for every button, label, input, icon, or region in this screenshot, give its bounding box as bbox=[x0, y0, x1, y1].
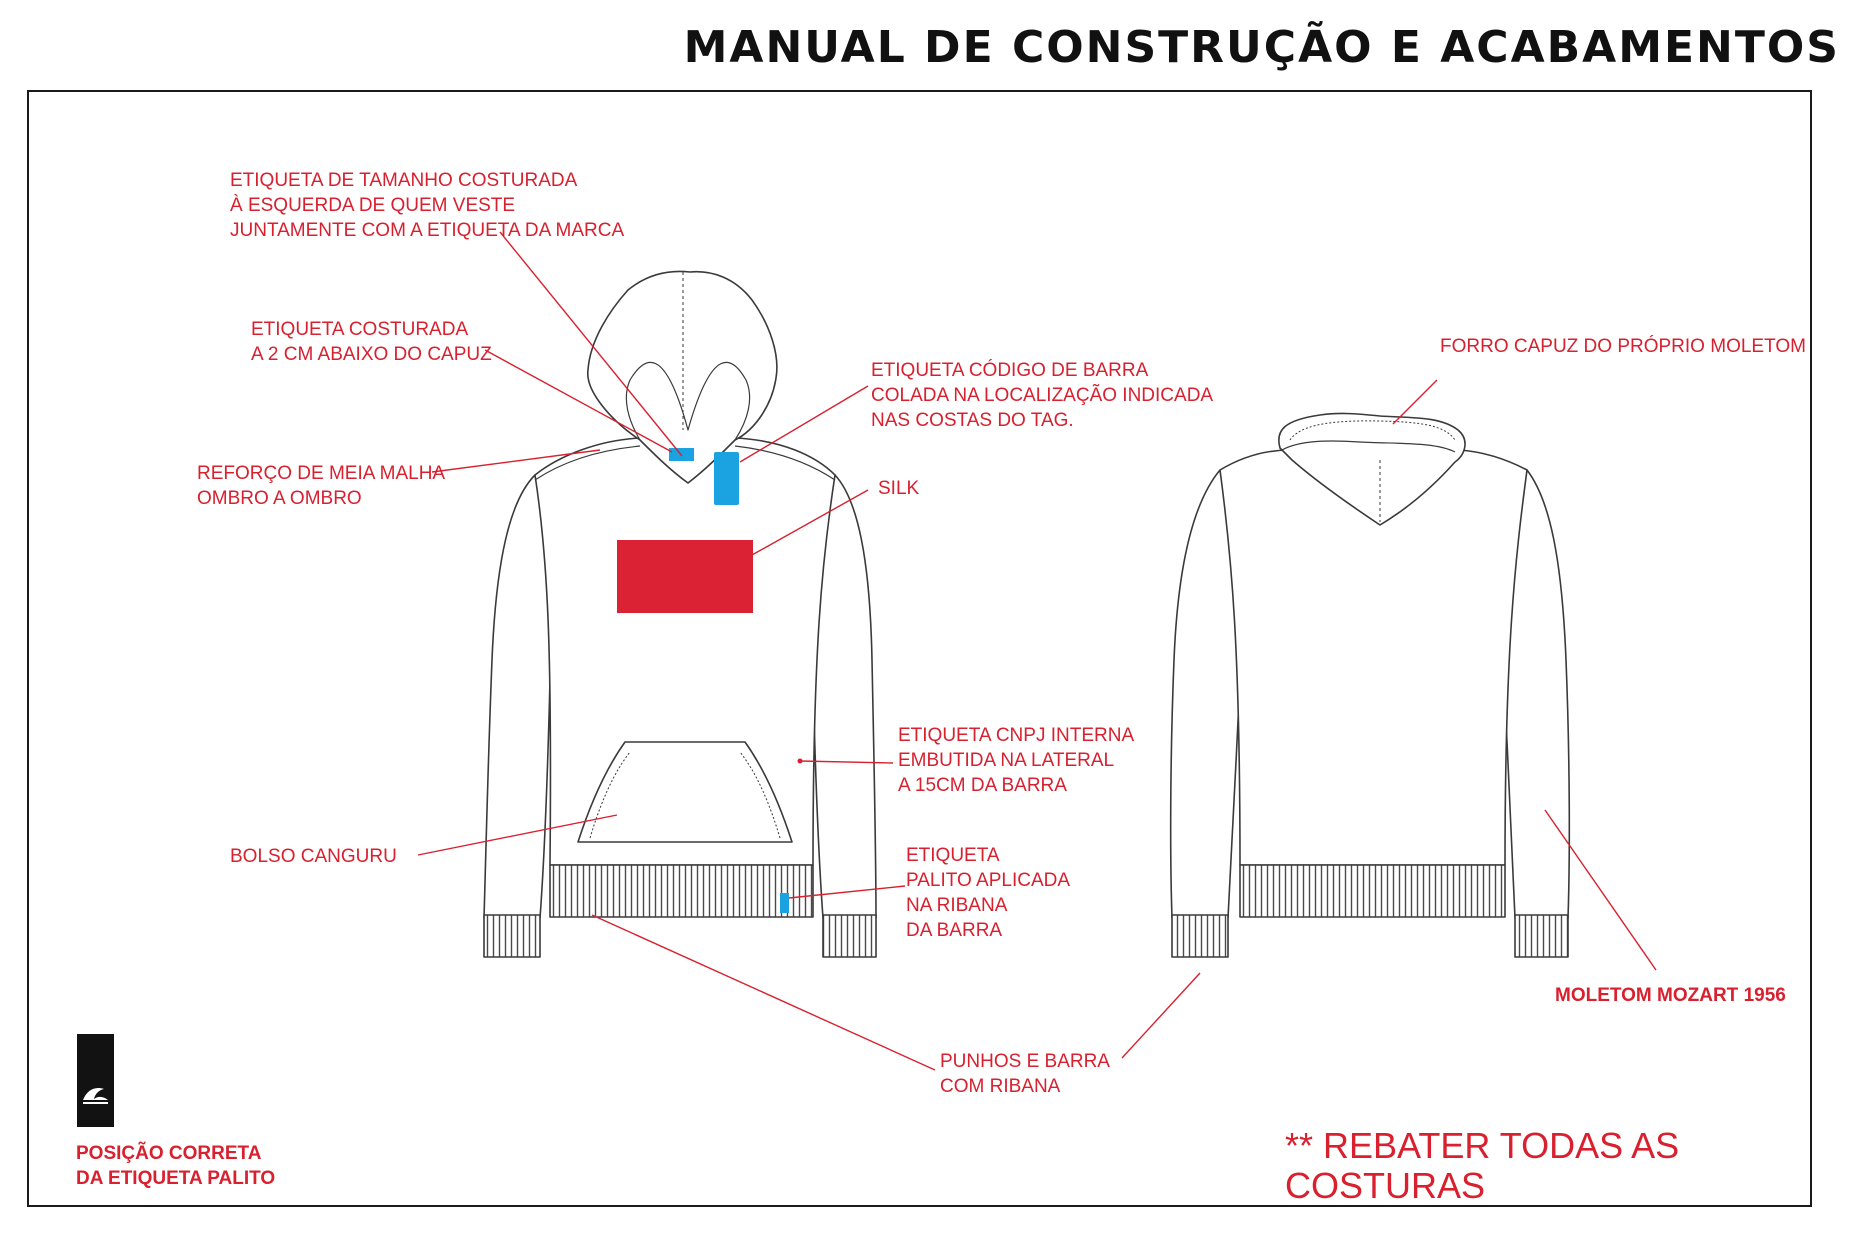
note-stick-label: ETIQUETA PALITO APLICADA NA RIBANA DA BARRA bbox=[906, 845, 1071, 941]
page-title: MANUAL DE CONSTRUÇÃO E ACABAMENTOS bbox=[683, 22, 1840, 73]
front-hem-rib bbox=[550, 865, 813, 917]
front-left-cuff bbox=[484, 915, 540, 957]
note-kangaroo-pocket: BOLSO CANGURU bbox=[230, 846, 397, 867]
stick-label-tag bbox=[780, 893, 789, 913]
note-stick-position: POSIÇÃO CORRETA DA ETIQUETA PALITO bbox=[76, 1143, 276, 1189]
note-barcode-label: ETIQUETA CÓDIGO DE BARRA COLADA NA LOCALIZAÇÃO INDICADA NAS COSTAS DO TAG. bbox=[871, 360, 1214, 431]
note-sewn-label: ETIQUETA COSTURADA A 2 CM ABAIXO DO CAPUZ bbox=[251, 319, 492, 365]
note-size-label: ETIQUETA DE TAMANHO COSTURADA À ESQUERDA DE QUEM VESTE JUNTAMENTE COM A ETIQUETA DA MARCA bbox=[230, 170, 625, 241]
barcode-tag bbox=[714, 452, 739, 505]
stick-tag-sample bbox=[77, 1034, 114, 1127]
front-right-cuff bbox=[823, 915, 876, 957]
cnpj-label-marker bbox=[798, 759, 803, 764]
wave-mountain-logo-icon bbox=[77, 1034, 114, 1127]
front-hoodie bbox=[484, 271, 876, 957]
note-shoulder-reinforcement: REFORÇO DE MEIA MALHA OMBRO A OMBRO bbox=[197, 463, 446, 509]
back-left-cuff bbox=[1172, 915, 1228, 957]
note-cnpj-label: ETIQUETA CNPJ INTERNA EMBUTIDA NA LATERAL A 15CM DA BARRA bbox=[898, 725, 1135, 796]
note-silk: SILK bbox=[878, 478, 920, 499]
note-hood-lining: FORRO CAPUZ DO PRÓPRIO MOLETOM bbox=[1440, 336, 1806, 357]
back-hem-rib bbox=[1240, 865, 1505, 917]
silk-print-area bbox=[617, 540, 753, 613]
note-cuffs-hem: PUNHOS E BARRA COM RIBANA bbox=[940, 1051, 1110, 1097]
back-right-cuff bbox=[1515, 915, 1568, 957]
front-left-sleeve bbox=[484, 475, 550, 918]
back-hoodie bbox=[1171, 413, 1570, 957]
note-fabric: MOLETOM MOZART 1956 bbox=[1555, 985, 1786, 1006]
note-seams: ** REBATER TODAS AS COSTURAS bbox=[1285, 1125, 1680, 1206]
